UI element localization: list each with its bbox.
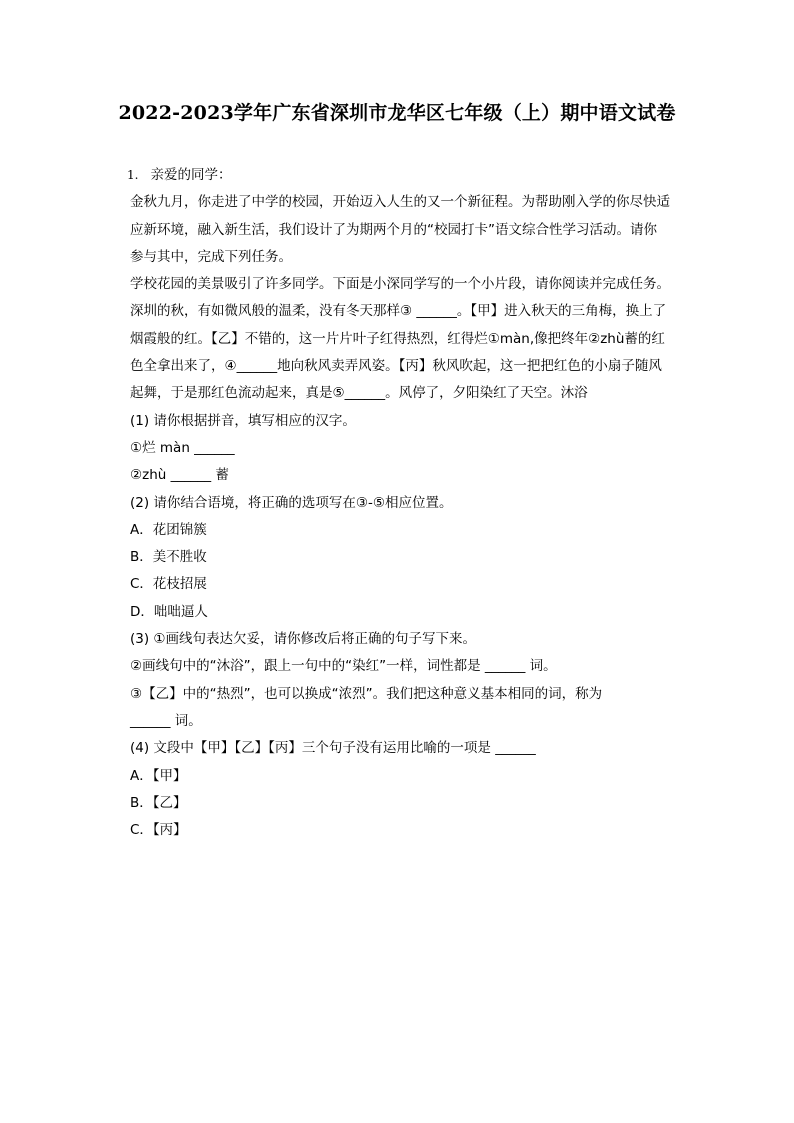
passage-line: 深圳的秋，有如微风般的温柔，没有冬天那样③ ______。【甲】进入秋天的三角梅，换上了 xyxy=(130,303,667,320)
answer-line-1: ①烂 màn ______ xyxy=(130,439,235,456)
subquestion-2: (2) 请你结合语境，将正确的选项写在③-⑤相应位置。 xyxy=(130,494,453,511)
passage-line: 起舞，于是那红色流动起来，真是⑤______。风停了，夕阳染红了天空。沐浴 xyxy=(130,385,588,402)
greeting-text: 亲爱的同学： xyxy=(150,167,232,183)
option-d: D．咄咄逼人 xyxy=(130,603,208,620)
passage-line: 色全拿出来了，④______地向秋风卖弄风姿。【丙】秋风吹起，这一把把红色的小扇子随风 xyxy=(130,358,662,375)
question-number: 1. xyxy=(127,168,139,182)
question-intro-line xyxy=(127,162,695,189)
option-a: A．【甲】 xyxy=(130,767,187,784)
option-c: C．【丙】 xyxy=(130,822,187,839)
paragraph-line: 应新环境，融入新生活，我们设计了为期两个月的“校园打卡”语文综合性学习活动。请你 xyxy=(130,221,657,238)
subquestion-1: (1) 请你根据拼音，填写相应的汉字。 xyxy=(130,412,356,429)
paragraph-line: 金秋九月，你走进了中学的校园，开始迈入人生的又一个新征程。为帮助刚入学的你尽快适 xyxy=(130,194,670,211)
subquestion-4: (4) 文段中【甲】【乙】【丙】三个句子没有运用比喻的一项是 ______ xyxy=(130,740,536,757)
exam-title: 2022-2023学年广东省深圳市龙华区七年级（上）期中语文试卷 xyxy=(118,102,676,124)
subquestion-3-part-3: ③【乙】中的“热烈”，也可以换成“浓烈”。我们把这种意义基本相同的词，称为 xyxy=(130,685,603,702)
option-a: A．花团锦簇 xyxy=(130,521,207,538)
subquestion-3-part-2: ②画线句中的“沐浴”，跟上一句中的“染红”一样，词性都是 ______ 词。 xyxy=(130,658,557,675)
passage-line: 烟霞般的红。【乙】不错的，这一片片叶子红得热烈，红得烂①màn,像把终年②zhù蓄的红 xyxy=(130,330,665,347)
paragraph-line: 参与其中，完成下列任务。 xyxy=(130,248,292,265)
subquestion-3: (3) ①画线句表达欠妥，请你修改后将正确的句子写下来。 xyxy=(130,631,477,648)
question-1 xyxy=(127,162,695,844)
option-b: B．美不胜收 xyxy=(130,549,207,566)
answer-line-2: ②zhù ______ 蓄 xyxy=(130,467,229,484)
option-c: C．花枝招展 xyxy=(130,576,207,593)
paragraph-line: 学校花园的美景吸引了许多同学。下面是小深同学写的一个小片段，请你阅读并完成任务。 xyxy=(130,276,670,293)
option-b: B．【乙】 xyxy=(130,794,187,811)
subquestion-3-part-3-cont: ______ 词。 xyxy=(130,712,202,729)
